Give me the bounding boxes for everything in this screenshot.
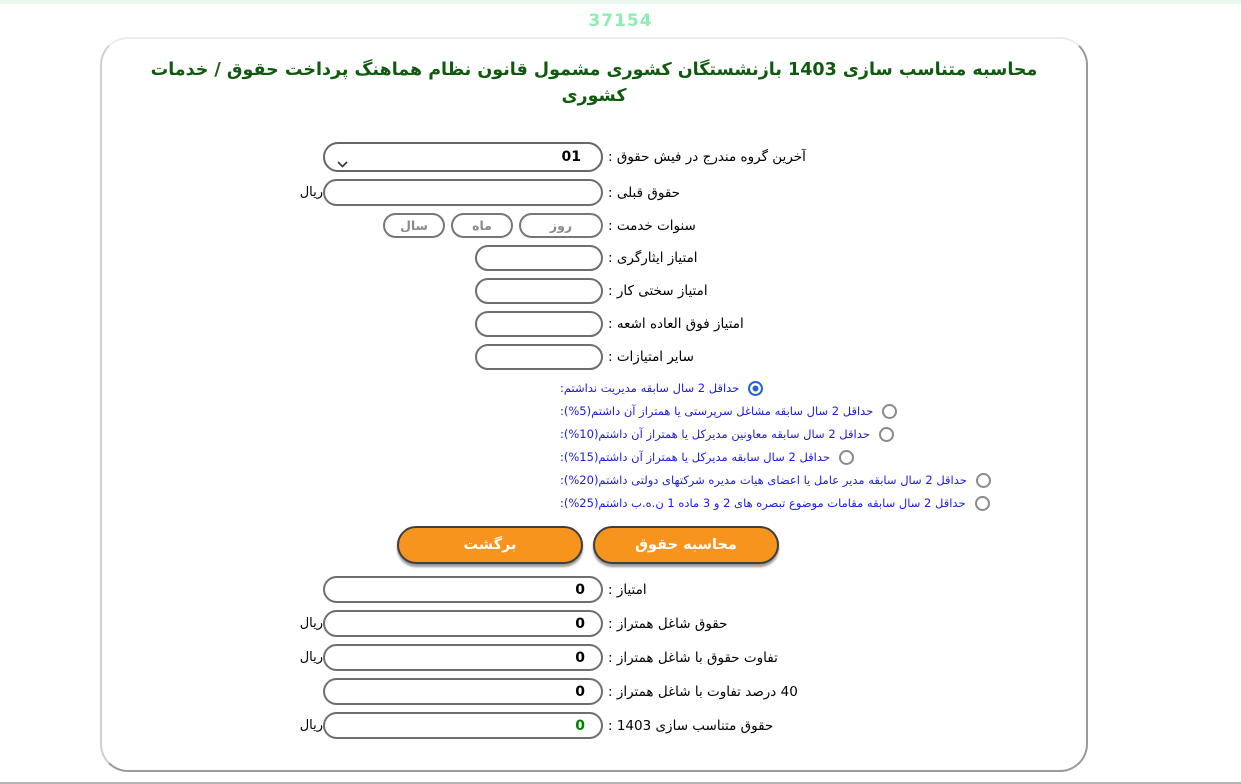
group-label: آخرین گروه مندرج در فیش حقوق :: [608, 149, 806, 165]
adjusted-salary-unit: ریال: [299, 718, 323, 733]
radio-option-director-15[interactable]: [560, 449, 1086, 465]
radio-button[interactable]: [879, 427, 894, 442]
radio-option-supervisor-5[interactable]: [560, 403, 1086, 419]
radiation-points-row: [268, 311, 1086, 337]
forty-percent-difference-input[interactable]: [323, 678, 603, 705]
service-day-input[interactable]: [519, 213, 603, 238]
radio-option-deputy-director-10[interactable]: [560, 426, 1086, 442]
radio-option-ceo-board-20[interactable]: [560, 472, 1086, 488]
sacrifice-points-row: [268, 245, 1086, 271]
equivalent-salary-row: [268, 610, 1086, 637]
calculate-salary-button[interactable]: محاسبه حقوق: [593, 526, 779, 564]
sacrifice-points-input[interactable]: [475, 245, 603, 271]
service-year-input[interactable]: [383, 213, 445, 238]
other-points-label: سایر امتیازات :: [608, 349, 694, 365]
form-panel: [100, 37, 1088, 772]
other-points-input[interactable]: [475, 344, 603, 370]
forty-percent-difference-row: [268, 678, 1086, 705]
radio-option-label: حداقل 2 سال سابقه مدیریت نداشتم:: [560, 381, 740, 395]
radio-button[interactable]: [976, 473, 991, 488]
salary-difference-input[interactable]: [323, 644, 603, 671]
radio-option-label: حداقل 2 سال سابقه مقامات موضوع تبصره های 2 و 3 ماده 1 ن.ه.ب داشتم(25%):: [560, 496, 966, 510]
points-result-row: [268, 576, 1086, 603]
radio-option-no-management[interactable]: [560, 380, 1086, 396]
radio-button[interactable]: [839, 450, 854, 465]
salary-difference-unit: ریال: [299, 650, 323, 665]
group-select[interactable]: [323, 142, 603, 172]
action-buttons: [102, 526, 1074, 564]
radio-option-label: حداقل 2 سال سابقه مدیر عامل یا اعضای هیات مدیره شرکتهای دولتی داشتم(20%):: [560, 473, 967, 487]
equivalent-salary-unit: ریال: [299, 616, 323, 631]
radio-button[interactable]: [882, 404, 897, 419]
radio-option-label: حداقل 2 سال سابقه مشاغل سرپرستی یا همتراز آن داشتم(5%):: [560, 404, 874, 418]
group-row: [268, 142, 1086, 172]
radiation-points-label: امتیاز فوق العاده اشعه :: [608, 316, 744, 332]
service-years-row: [268, 213, 1086, 238]
page-title: محاسبه متناسب سازی 1403 بازنشستگان کشوری مشمول قانون نظام هماهنگ پرداخت حقوق / خدمات کشوری: [150, 60, 1038, 106]
salary-difference-label: تفاوت حقوق با شاغل همتراز :: [608, 649, 778, 666]
management-history-options: [560, 380, 1086, 511]
salary-difference-row: [268, 644, 1086, 671]
sacrifice-points-label: امتیاز ایثارگری :: [608, 250, 698, 266]
points-result-label: امتیاز :: [608, 581, 647, 598]
hard-work-points-row: [268, 278, 1086, 304]
adjusted-salary-1403-input[interactable]: [323, 712, 603, 739]
previous-salary-row: [268, 179, 1086, 206]
top-strip: [0, 0, 1241, 4]
radio-option-officials-25[interactable]: [560, 495, 1086, 511]
service-month-input[interactable]: [451, 213, 513, 238]
other-points-row: [268, 344, 1086, 370]
previous-salary-label: حقوق قبلی :: [608, 184, 681, 201]
equivalent-salary-label: حقوق شاغل همتراز :: [608, 615, 728, 632]
radio-option-label: حداقل 2 سال سابقه مدیرکل یا همتراز آن داشتم(15%):: [560, 450, 830, 464]
adjusted-salary-1403-row: [268, 712, 1086, 739]
record-number: 37154: [588, 11, 653, 31]
calc-form: [102, 142, 1086, 739]
back-button[interactable]: برگشت: [397, 526, 583, 564]
radiation-points-input[interactable]: [475, 311, 603, 337]
points-result-input[interactable]: [323, 576, 603, 603]
radio-button[interactable]: [975, 496, 990, 511]
previous-salary-unit: ریال: [299, 185, 323, 200]
group-select-value: 01: [561, 149, 581, 165]
service-years-label: سنوات خدمت :: [608, 217, 696, 234]
equivalent-salary-input[interactable]: [323, 610, 603, 637]
radio-option-label: حداقل 2 سال سابقه معاونین مدیرکل یا همتراز آن داشتم(10%):: [560, 427, 870, 441]
forty-percent-difference-label: 40 درصد تفاوت با شاغل همتراز :: [608, 683, 798, 700]
hard-work-points-label: امتیاز سختی کار :: [608, 283, 708, 299]
previous-salary-input[interactable]: [323, 179, 603, 206]
adjusted-salary-1403-label: حقوق متناسب سازی 1403 :: [608, 717, 774, 734]
chevron-down-icon: [337, 153, 348, 172]
radio-button-checked[interactable]: [748, 381, 763, 396]
hard-work-points-input[interactable]: [475, 278, 603, 304]
